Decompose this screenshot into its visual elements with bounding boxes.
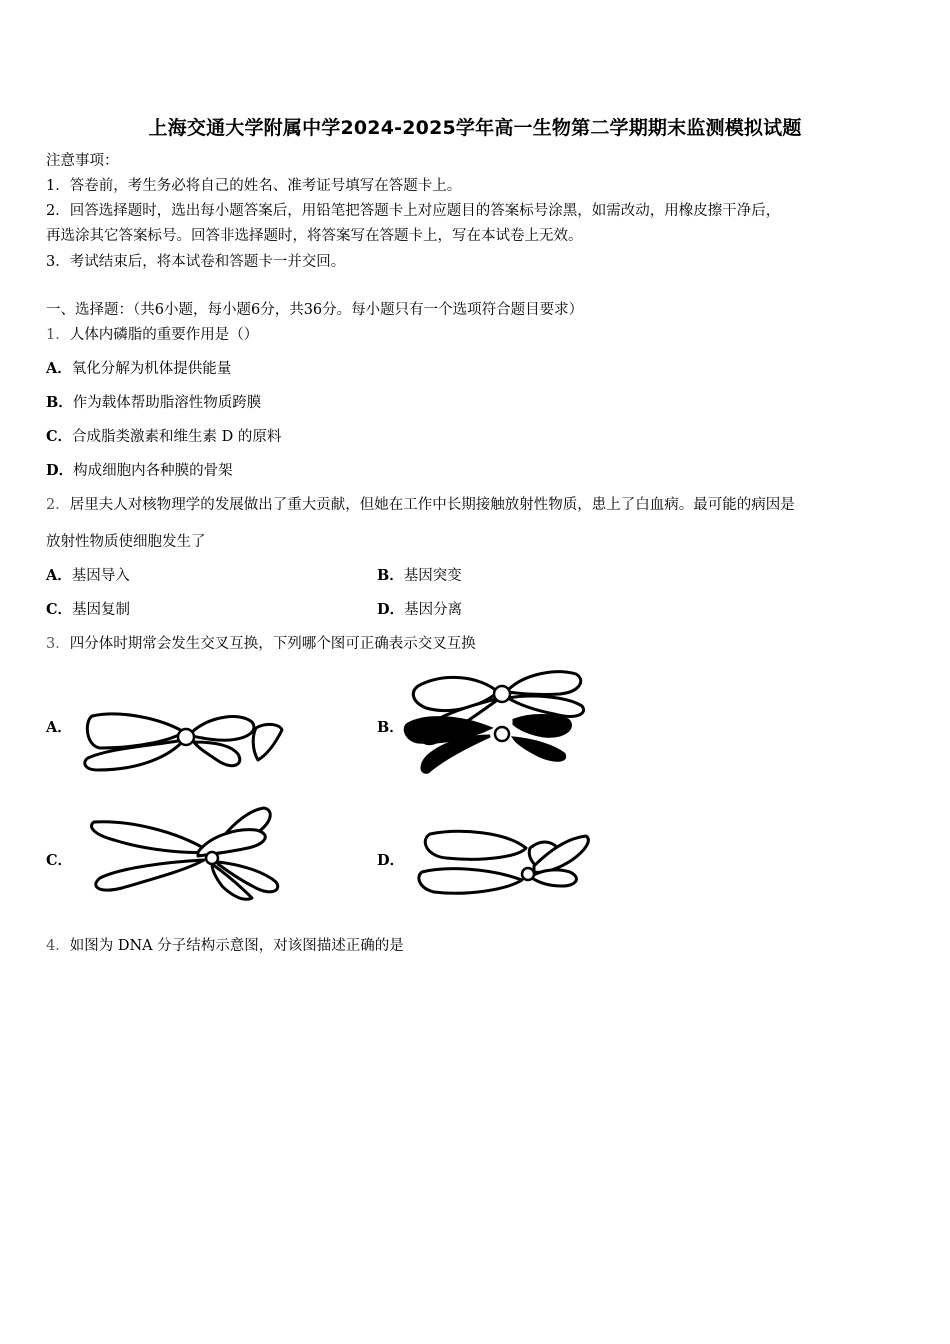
question-text: 如图为 DNA 分子结构示意图，对该图描述正确的是 — [69, 938, 404, 954]
option-label: A． — [46, 360, 72, 377]
option-text: 基因突变 — [403, 568, 462, 584]
question-number: 4． — [46, 938, 70, 954]
option-label: B． — [46, 394, 73, 411]
q1-option-d[interactable] — [46, 461, 233, 481]
option-label: C． — [46, 852, 73, 869]
option-text: 氧化分解为机体提供能量 — [71, 361, 232, 377]
q3-option-d[interactable] — [377, 851, 404, 871]
chromosome-figure-d — [416, 826, 596, 900]
chromosome-figure-c — [86, 802, 286, 904]
notice-item: 2．回答选择题时，选出每小题答案后，用铅笔把答题卡上对应题目的答案标号涂黑，如需改动，用橡皮擦干净后， — [46, 203, 781, 219]
question-text: 居里夫人对核物理学的发展做出了重大贡献，但她在工作中长期接触放射性物质，患上了白血病。最可能的病因是 — [69, 497, 795, 513]
notice-item: 3．考试结束后，将本试卷和答题卡一并交回。 — [46, 254, 346, 270]
option-label: D． — [377, 601, 405, 618]
option-text: 合成脂类激素和维生素 D 的原料 — [72, 429, 282, 445]
q1-option-a[interactable] — [46, 359, 231, 379]
option-text: 作为载体帮助脂溶性物质跨膜 — [72, 395, 262, 411]
question-2-stem-continued: 放射性物质使细胞发生了 — [46, 534, 206, 550]
option-text: 基因分离 — [404, 602, 463, 618]
q2-option-c[interactable] — [46, 600, 130, 620]
option-text: 基因导入 — [71, 568, 130, 584]
page-title: 上海交通大学附属中学2024-2025学年高一生物第二学期期末监测模拟试题 — [148, 117, 802, 139]
option-label: D． — [46, 462, 74, 479]
option-label: B． — [377, 567, 404, 584]
option-text: 基因复制 — [72, 602, 131, 618]
question-3-stem — [46, 634, 476, 654]
question-number: 2． — [46, 497, 70, 513]
q2-option-d[interactable] — [377, 600, 462, 620]
notice-item: 1．答卷前，考生务必将自己的姓名、准考证号填写在答题卡上。 — [46, 178, 462, 194]
section-heading: 一、选择题：（共6小题，每小题6分，共36分。每小题只有一个选项符合题目要求） — [46, 302, 584, 318]
option-label: A． — [46, 567, 72, 584]
option-label: D． — [377, 852, 405, 869]
question-number: 1． — [46, 327, 70, 343]
question-number: 3． — [46, 636, 70, 652]
option-label: C． — [46, 428, 73, 445]
notice-heading: 注意事项： — [46, 153, 119, 169]
question-text: 四分体时期常会发生交叉互换，下列哪个图可正确表示交叉互换 — [69, 636, 476, 652]
option-label: A． — [46, 719, 72, 736]
q3-option-c[interactable] — [46, 851, 72, 871]
question-4-stem — [46, 936, 404, 956]
option-label: C． — [46, 601, 73, 618]
q1-option-c[interactable] — [46, 427, 281, 447]
option-label: B． — [377, 719, 404, 736]
notice-item: 再选涂其它答案标号。回答非选择题时，将答案写在答题卡上，写在本试卷上无效。 — [46, 228, 583, 244]
option-text: 构成细胞内各种膜的骨架 — [73, 463, 233, 479]
q3-option-b[interactable] — [377, 718, 404, 738]
q2-option-b[interactable] — [377, 566, 462, 586]
q3-option-a[interactable] — [46, 718, 72, 738]
chromosome-figure-b — [404, 662, 594, 777]
question-text: 人体内磷脂的重要作用是（） — [69, 327, 259, 343]
q1-option-b[interactable] — [46, 393, 261, 413]
question-2-stem — [46, 495, 795, 515]
q2-option-a[interactable] — [46, 566, 130, 586]
question-1-stem — [46, 325, 258, 345]
chromosome-figure-a — [80, 708, 290, 778]
